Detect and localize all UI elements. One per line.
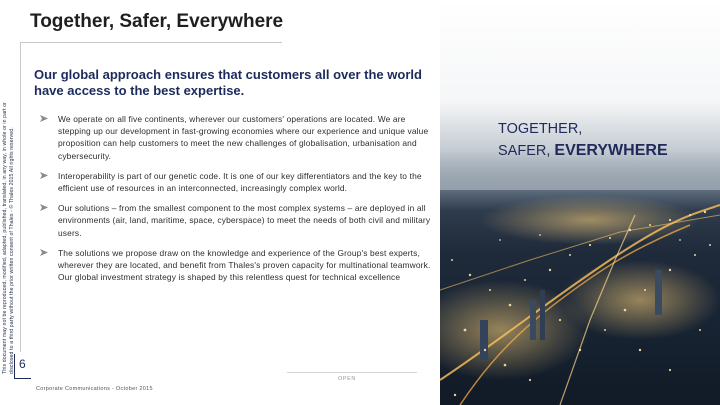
page-number-box [14, 354, 31, 379]
confidentiality-line-1: This document may not be reproduced, modified, adapted, published, translated, in any way, in whole or in part or [2, 102, 8, 374]
arrow-bullet-icon [40, 115, 48, 122]
bullet-item [40, 247, 433, 284]
confidentiality-note [2, 56, 18, 374]
footer-text: Corporate Communications - October 2015 [36, 386, 153, 392]
bullet-item [40, 170, 433, 194]
tagline-line-2 [498, 140, 668, 162]
left-divider [20, 42, 21, 352]
page-title: Together, Safer, Everywhere [30, 11, 284, 32]
arrow-bullet-icon [40, 172, 48, 179]
city-lights-illustration [440, 0, 720, 405]
page-number: 6 [19, 357, 26, 371]
bullet-item [40, 113, 433, 162]
brand-tagline [498, 118, 668, 162]
bullet-text: The solutions we propose draw on the knowledge and experience of the Group's best experts, wherever they are located, and benefit from Thales's proven capacity for multinational teamwork. Our global investment strategy is shaped by this relentless quest for technical excellence [58, 247, 431, 283]
bullet-text: Our solutions – from the smallest component to the most complex systems – are deployed in all environments (air, land, maritime, space, cyberspace) to meet the needs of both civil and military users. [58, 203, 431, 238]
tagline-prefix: SAFER, [498, 143, 555, 159]
classification-rule [287, 372, 417, 373]
subtitle: Our global approach ensures that customers all over the world have access to the best expertise. [34, 67, 422, 98]
tagline-emphasis: EVERYWHERE [554, 142, 668, 159]
bullet-text: Interoperability is part of our genetic code. It is one of our key differentiators and the key to the efficient use of resources in an interconnected, increasingly complex world. [58, 170, 422, 194]
tagline-line-1: TOGETHER, [498, 121, 583, 137]
arrow-bullet-icon [40, 249, 48, 256]
bullet-item [40, 202, 433, 239]
confidentiality-line-2: disclosed to a third party without the prior written consent of Thales - © Thales 2015 All rights reserved. [9, 127, 15, 374]
city-night-photo [440, 0, 720, 405]
arrow-bullet-icon [40, 204, 48, 211]
bullet-text: We operate on all five continents, wherever our customers' operations are located. We are stepping up our development in fast-growing economies where our experience and unique value proposition can help customers to meet the new challenges of globalisation, urbanisation and cybersecurity. [58, 114, 429, 161]
classification-label: OPEN [338, 376, 356, 382]
title-divider [20, 42, 282, 43]
bullet-list [40, 113, 433, 291]
